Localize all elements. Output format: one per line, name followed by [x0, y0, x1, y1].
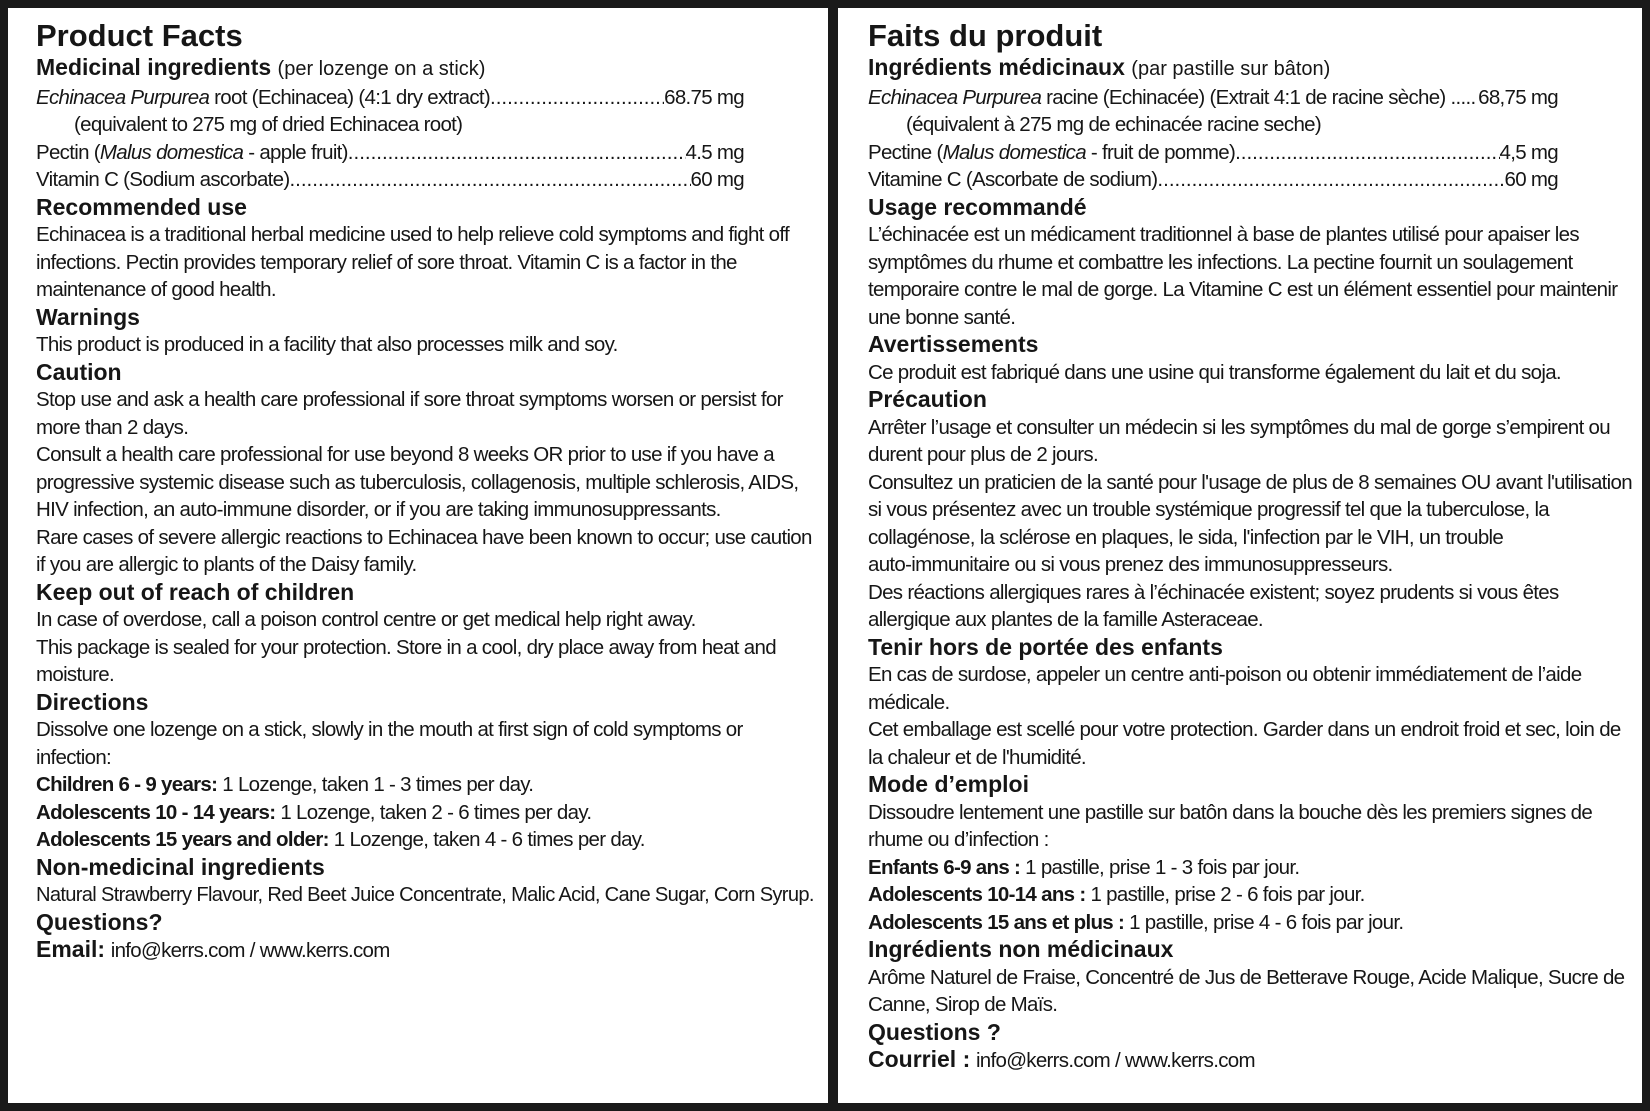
body-text-line: HIV infection, an auto-immune disorder, or if you are taking immunosuppressants.	[36, 498, 721, 521]
body-text-line: Dissolve one lozenge on a stick, slowly in the mouth at first sign of cold symptoms or	[36, 718, 743, 741]
body-text-line: la chaleur et de l'humidité.	[868, 745, 1086, 769]
body-text-line: Rare cases of severe allergic reactions to Echinacea have been known to occur; use caution	[36, 525, 812, 549]
body-text-line: une bonne santé.	[868, 305, 1016, 329]
body-text-line: auto-immunitaire ou si vous prenez des immunosuppresseurs.	[868, 553, 1393, 576]
questions-heading: Questions?	[36, 908, 163, 935]
recommended-heading: Recommended use	[36, 193, 247, 220]
recommended-heading: Usage recommandé	[868, 193, 1087, 220]
body-text-line: Arrêter l’usage et consulter un médecin si les symptômes du mal de gorge s’empirent ou	[868, 415, 1610, 439]
body-text-line: Dissoudre lentement une pastille sur batôn dans la bouche dès les premiers signes de	[868, 800, 1593, 824]
keep-out-heading: Tenir hors de portée des enfants	[868, 633, 1223, 660]
caution-heading: Caution	[36, 358, 122, 385]
body-text-line: Cet emballage est scellé pour votre protection. Garder dans un endroit froid et sec, loin de	[868, 718, 1621, 741]
ingredient-name	[868, 166, 1157, 194]
dosage-line	[36, 771, 814, 799]
ingredient-name-text: Vitamin C (Sodium ascorbate)	[36, 168, 290, 191]
dosage-line	[868, 881, 1638, 909]
ingredient-amount: 68,75 mg	[1478, 85, 1558, 109]
dosage-text: 1 Lozenge, taken 2 - 6 times per day.	[275, 800, 592, 824]
caution-heading: Précaution	[868, 386, 987, 412]
body-text-line: Natural Strawberry Flavour, Red Beet Juice Concentrate, Malic Acid, Cane Sugar, Corn Syrup.	[36, 883, 814, 906]
dosage-line	[868, 909, 1638, 937]
dosage-text: 1 Lozenge, taken 4 - 6 times per day.	[328, 828, 645, 851]
leader-dots	[1235, 139, 1499, 167]
body-text-line: Stop use and ask a health care professional if sore throat symptoms worsen or persist for	[36, 388, 783, 411]
body-text-line: more than 2 days.	[36, 415, 189, 439]
ingredient-name-text: Vitamine C (Ascorbate de sodium)	[868, 168, 1158, 191]
body-text-line: symptômes du rhume et combattre les infections. La pectine fournit un soulagement	[868, 250, 1573, 274]
body-text-line: Des réactions allergiques rares à l’échinacée existent; soyez prudents si vous êtes	[868, 580, 1559, 604]
body-text-line: temporaire contre le mal de gorge. La Vitamine C est un élément essentiel pour maintenir	[868, 278, 1618, 301]
body-text-line: infections. Pectin provides temporary relief of sore throat. Vitamin C is a factor in the	[36, 250, 737, 274]
body-text-line: Ce produit est fabriqué dans une usine qui transforme également du lait et du soja.	[868, 360, 1561, 384]
medicinal-note: (per lozenge on a stick)	[277, 58, 486, 80]
ingredient-name	[36, 166, 289, 194]
email-line	[868, 1046, 1638, 1075]
body-text-line: progressive systemic disease such as tuberculosis, collagenosis, multiple schlerosis, AIDS,	[36, 470, 799, 494]
warnings-heading: Avertissements	[868, 331, 1039, 357]
leader-dots	[490, 84, 664, 112]
non-medicinal-heading: Non-medicinal ingredients	[36, 853, 325, 880]
body-text-line: allergique aux plantes de la famille Asteraceae.	[868, 608, 1263, 631]
body-text-line: durent pour plus de 2 jours.	[868, 443, 1098, 466]
ingredient-name	[868, 84, 1471, 112]
email-line	[36, 936, 814, 965]
warnings-heading: Warnings	[36, 303, 140, 330]
panel-divider	[828, 8, 838, 1103]
ingredient-row	[868, 166, 1558, 194]
dosage-group-label: Enfants 6-9 ans :	[868, 855, 1021, 879]
dosage-line	[36, 799, 814, 827]
dosage-text: 1 pastille, prise 1 - 3 fois par jour.	[1020, 855, 1300, 879]
ingredient-row	[36, 166, 744, 194]
medicinal-ingredients-heading	[36, 54, 814, 84]
ingredient-latin-name: Malus domestica	[942, 140, 1086, 164]
medicinal-ingredients-heading	[868, 54, 1638, 84]
body-text-line: Echinacea is a traditional herbal medicine used to help relieve cold symptoms and fight off	[36, 223, 789, 246]
dosage-line	[36, 826, 814, 854]
ingredient-latin-name: Malus domestica	[99, 140, 244, 164]
ingredient-row	[36, 84, 744, 112]
body-text-line: moisture.	[36, 663, 115, 686]
body-text-line: Consultez un praticien de la santé pour l'usage de plus de 8 semaines OU avant l'utilisation	[868, 470, 1632, 494]
dosage-group-label: Children 6 - 9 years:	[36, 773, 218, 796]
dosage-text: 1 pastille, prise 4 - 6 fois par jour.	[1124, 910, 1404, 934]
english-panel	[16, 18, 824, 965]
body-text-line: infection:	[36, 745, 112, 769]
body-text-line: if you are allergic to plants of the Daisy family.	[36, 553, 417, 576]
dosage-group-label: Adolescents 10-14 ans :	[868, 883, 1086, 906]
dosage-text: 1 Lozenge, taken 1 - 3 times per day.	[217, 773, 534, 796]
ingredient-name-text: racine (Echinacée) (Extrait 4:1 de racine sèche) ....	[1041, 85, 1471, 109]
body-text-line: This package is sealed for your protection. Store in a cool, dry place away from heat and	[36, 635, 776, 659]
leader-dots	[348, 139, 686, 167]
ingredient-latin-name: Echinacea Purpurea	[36, 85, 210, 109]
dosage-text: 1 pastille, prise 2 - 6 fois par jour.	[1085, 883, 1365, 906]
body-text-line: si vous présentez avec un trouble systémique progressif tel que la tuberculose, la	[868, 498, 1550, 521]
ingredient-row	[36, 139, 744, 167]
body-text-line: Consult a health care professional for use beyond 8 weeks OR prior to use if you have a	[36, 443, 774, 466]
body-text-line: Canne, Sirop de Maïs.	[868, 993, 1058, 1016]
panel-title: Faits du produit	[868, 18, 1103, 53]
body-text-line: En cas de surdose, appeler un centre anti-poison ou obtenir immédiatement de l’aide	[868, 663, 1582, 686]
ingredient-name	[868, 139, 1235, 167]
ingredient-amount: 60 mg	[1504, 168, 1558, 191]
ingredient-name-text: root (Echinacea) (4:1 dry extract)	[209, 85, 491, 109]
body-text-line: This product is produced in a facility that also processes milk and soy.	[36, 333, 618, 356]
dosage-line	[868, 854, 1638, 882]
keep-out-heading: Keep out of reach of children	[36, 578, 355, 605]
body-text-line: Arôme Naturel de Fraise, Concentré de Jus de Betterave Rouge, Acide Malique, Sucre de	[868, 965, 1625, 989]
email-label: Email:	[36, 936, 106, 962]
email-value: info@kerrs.com / www.kerrs.com	[110, 939, 390, 962]
ingredient-latin-name: Echinacea Purpurea	[868, 85, 1042, 109]
directions-heading: Directions	[36, 688, 149, 715]
body-text-line: L’échinacée est un médicament traditionnel à base de plantes utilisé pour apaiser les	[868, 223, 1579, 246]
ingredient-amount: 68.75 mg	[664, 85, 744, 109]
ingredient-amount: 4,5 mg	[1499, 140, 1558, 164]
ingredient-name-text: Pectin (	[36, 140, 100, 164]
email-value: info@kerrs.com / www.kerrs.com	[975, 1049, 1255, 1072]
body-text-line: maintenance of good health.	[36, 278, 276, 301]
body-text-line: médicale.	[868, 690, 950, 714]
ingredient-name-text: - apple fruit)	[243, 140, 348, 164]
equivalent-note: (equivalent to 275 mg of dried Echinacea root)	[74, 113, 463, 136]
ingredient-row	[868, 84, 1558, 112]
ingredient-amount: 60 mg	[690, 168, 744, 191]
panel-title: Product Facts	[36, 18, 243, 53]
leader-dots	[1471, 84, 1479, 112]
questions-heading: Questions ?	[868, 1018, 1001, 1045]
ingredient-name	[36, 84, 490, 112]
ingredient-row	[868, 139, 1558, 167]
leader-dots	[289, 166, 690, 194]
french-panel	[848, 18, 1648, 1075]
dosage-group-label: Adolescents 15 years and older:	[36, 828, 329, 851]
body-text-line: collagénose, la sclérose en plaques, le sida, l'infection par le VIH, un trouble	[868, 525, 1504, 549]
email-label: Courriel :	[868, 1046, 971, 1072]
equivalent-note: (équivalent à 275 mg de echinacée racine seche)	[906, 113, 1321, 136]
leader-dots	[1157, 166, 1504, 194]
dosage-group-label: Adolescents 15 ans et plus :	[868, 910, 1125, 934]
ingredient-name	[36, 139, 348, 167]
directions-heading: Mode d’emploi	[868, 771, 1029, 797]
ingredient-name-text: Pectine (	[868, 140, 943, 164]
section-heading-text: Medicinal ingredients	[36, 54, 272, 80]
section-heading-text: Ingrédients médicinaux	[868, 54, 1125, 80]
ingredient-name-text: - fruit de pomme)	[1085, 140, 1236, 164]
dosage-group-label: Adolescents 10 - 14 years:	[36, 800, 276, 824]
medicinal-note: (par pastille sur bâton)	[1131, 58, 1331, 80]
body-text-line: In case of overdose, call a poison control centre or get medical help right away.	[36, 608, 696, 631]
body-text-line: rhume ou d’infection :	[868, 828, 1049, 851]
non-medicinal-heading: Ingrédients non médicinaux	[868, 936, 1174, 962]
ingredient-amount: 4.5 mg	[685, 140, 744, 164]
